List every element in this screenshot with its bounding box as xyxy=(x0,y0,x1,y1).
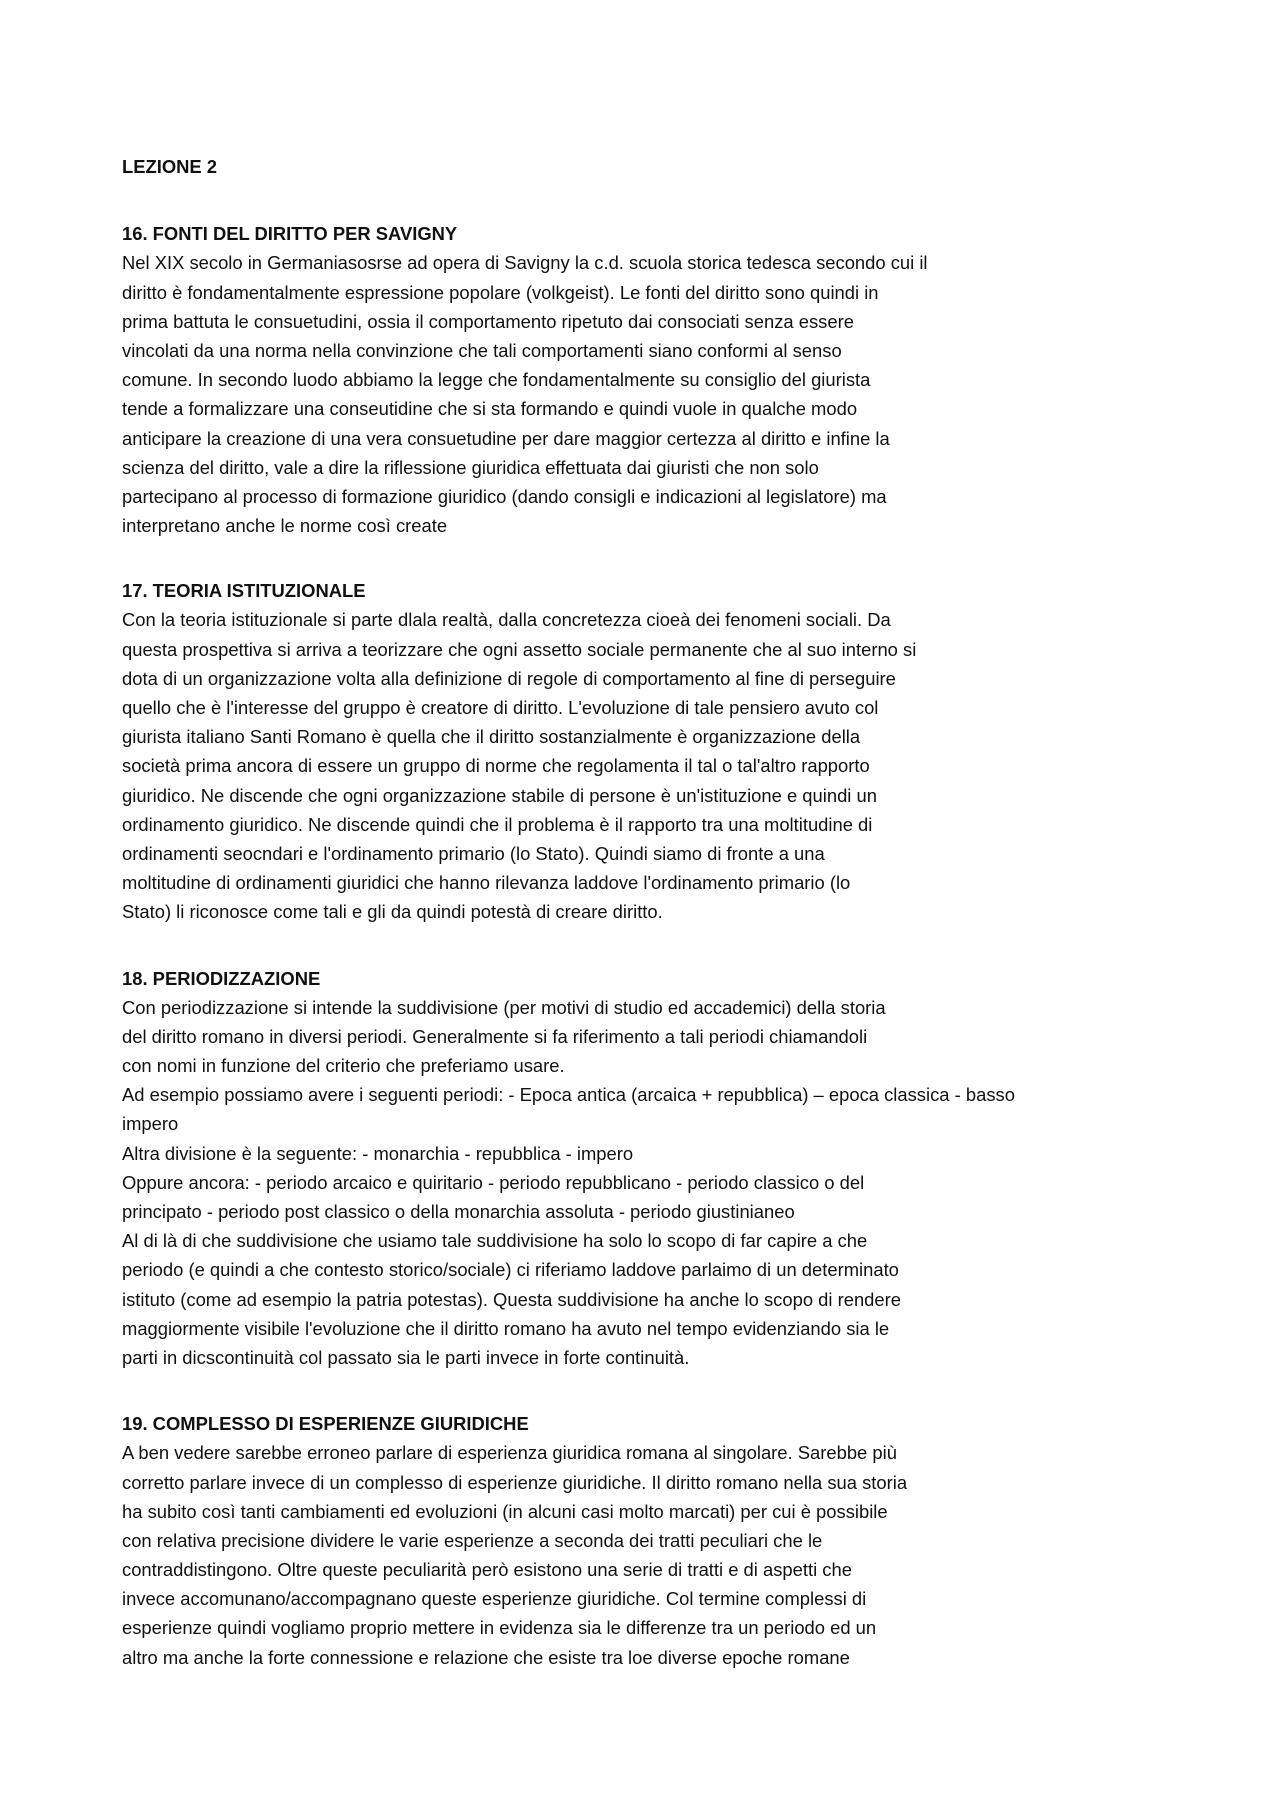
text-line: Oppure ancora: - periodo arcaico e quiritario - periodo repubblicano - periodo classico o del xyxy=(122,1171,865,1193)
text-line: A ben vedere sarebbe erroneo parlare di esperienza giuridica romana al singolare. Sarebbe più xyxy=(122,1442,897,1464)
text-line: impero xyxy=(122,1113,179,1135)
page-title: LEZIONE 2 xyxy=(122,156,218,177)
text-line: giuridico. Ne discende che ogni organizzazione stabile di persone è un'istituzione e quindi un xyxy=(122,784,877,806)
text-line: questa prospettiva si arriva a teorizzare che ogni assetto sociale permanente che al suo interno si xyxy=(122,638,917,660)
section-heading: 16. FONTI DEL DIRITTO PER SAVIGNY xyxy=(122,223,458,245)
text-line: comune. In secondo luodo abbiamo la legge che fondamentalmente su consiglio del giurista xyxy=(122,369,871,391)
text-line: maggiormente visibile l'evoluzione che il diritto romano ha avuto nel tempo evidenziando sia le xyxy=(122,1317,890,1339)
section-fonti-diritto xyxy=(122,219,1182,540)
text-line: prima battuta le consuetudini, ossia il comportamento ripetuto dai consociati senza essere xyxy=(122,310,854,332)
text-line: interpretano anche le norme così create xyxy=(122,515,448,537)
text-line: Con periodizzazione si intende la suddivisione (per motivi di studio ed accademici) della storia xyxy=(122,996,886,1018)
text-line: Ad esempio possiamo avere i seguenti periodi: - Epoca antica (arcaica + repubblica) – epoca classica - basso xyxy=(122,1084,1015,1106)
text-line: Con la teoria istituzionale si parte dlala realtà, dalla concretezza cioeà dei fenomeni sociali. Da xyxy=(122,609,891,631)
text-line: contraddistingono. Oltre queste peculiarità però esistono una serie di tratti e di aspetti che xyxy=(122,1559,852,1581)
text-line: esperienze quindi vogliamo proprio mettere in evidenza sia le differenze tra un periodo ed un xyxy=(122,1617,877,1639)
text-line: ha subito così tanti cambiamenti ed evoluzioni (in alcuni casi molto marcati) per cui è possibile xyxy=(122,1500,888,1522)
text-line: Altra divisione è la seguente: - monarchia - repubblica - impero xyxy=(122,1142,634,1164)
section-periodizzazione xyxy=(122,964,1182,1373)
text-line: periodo (e quindi a che contesto storico/sociale) ci riferiamo laddove parlaimo di un determinato xyxy=(122,1259,899,1281)
text-line: diritto è fondamentalmente espressione popolare (volkgeist). Le fonti del diritto sono quindi in xyxy=(122,281,879,303)
section-teoria-istituzionale xyxy=(122,576,1182,926)
text-line: vincolati da una norma nella convinzione che tali comportamenti siano conformi al senso xyxy=(122,339,842,361)
section-complesso-esperienze xyxy=(122,1409,1182,1672)
document-page xyxy=(122,152,1182,1672)
section-heading: 17. TEORIA ISTITUZIONALE xyxy=(122,580,366,602)
text-line: scienza del diritto, vale a dire la riflessione giuridica effettuata dai giuristi che non solo xyxy=(122,456,819,478)
text-line: con relativa precisione dividere le varie esperienze a seconda dei tratti peculiari che le xyxy=(122,1529,823,1551)
text-line: ordinamento giuridico. Ne discende quindi che il problema è il rapporto tra una moltitudine di xyxy=(122,813,873,835)
text-line: Al di là di che suddivisione che usiamo tale suddivisione ha solo lo scopo di far capire a che xyxy=(122,1230,868,1252)
text-line: società prima ancora di essere un gruppo di norme che regolamenta il tal o tal'altro rapporto xyxy=(122,755,870,777)
text-line: ordinamenti seocndari e l'ordinamento primario (lo Stato). Quindi siamo di fronte a una xyxy=(122,842,825,864)
text-line: con nomi in funzione del criterio che preferiamo usare. xyxy=(122,1055,565,1077)
text-line: istituto (come ad esempio la patria potestas). Questa suddivisione ha anche lo scopo di rendere xyxy=(122,1288,901,1310)
text-line: moltitudine di ordinamenti giuridici che hanno rilevanza laddove l'ordinamento primario (lo xyxy=(122,872,851,894)
text-line: Nel XIX secolo in Germaniasosrse ad opera di Savigny la c.d. scuola storica tedesca secondo cui il xyxy=(122,252,928,274)
text-line: quello che è l'interesse del gruppo è creatore di diritto. L'evoluzione di tale pensiero avuto col xyxy=(122,697,879,718)
text-line: altro ma anche la forte connessione e relazione che esiste tra loe diverse epoche romane xyxy=(122,1646,850,1668)
text-line: anticipare la creazione di una vera consuetudine per dare maggior certezza al diritto e infine la xyxy=(122,427,890,449)
text-line: corretto parlare invece di un complesso di esperienze giuridiche. Il diritto romano nella sua storia xyxy=(122,1471,908,1493)
text-line: del diritto romano in diversi periodi. Generalmente si fa riferimento a tali periodi chiamandoli xyxy=(122,1025,868,1047)
text-line: parti in dicscontinuità col passato sia le parti invece in forte continuità. xyxy=(122,1346,690,1368)
text-line: invece accomunano/accompagnano queste esperienze giuridiche. Col termine complessi di xyxy=(122,1588,867,1610)
section-heading: 18. PERIODIZZAZIONE xyxy=(122,967,321,989)
text-line: partecipano al processo di formazione giuridico (dando consigli e indicazioni al legislatore) ma xyxy=(122,485,887,507)
text-line: Stato) li riconosce come tali e gli da quindi potestà di creare diritto. xyxy=(122,901,663,923)
text-line: principato - periodo post classico o della monarchia assoluta - periodo giustinianeo xyxy=(122,1201,795,1222)
text-line: giurista italiano Santi Romano è quella che il diritto sostanzialmente è organizzazione della xyxy=(122,726,861,748)
text-line: dota di un organizzazione volta alla definizione di regole di comportamento al fine di perseguire xyxy=(122,667,896,689)
section-heading: 19. COMPLESSO DI ESPERIENZE GIURIDICHE xyxy=(122,1413,529,1435)
text-line: tende a formalizzare una conseutidine che si sta formando e quindi vuole in qualche modo xyxy=(122,398,858,420)
